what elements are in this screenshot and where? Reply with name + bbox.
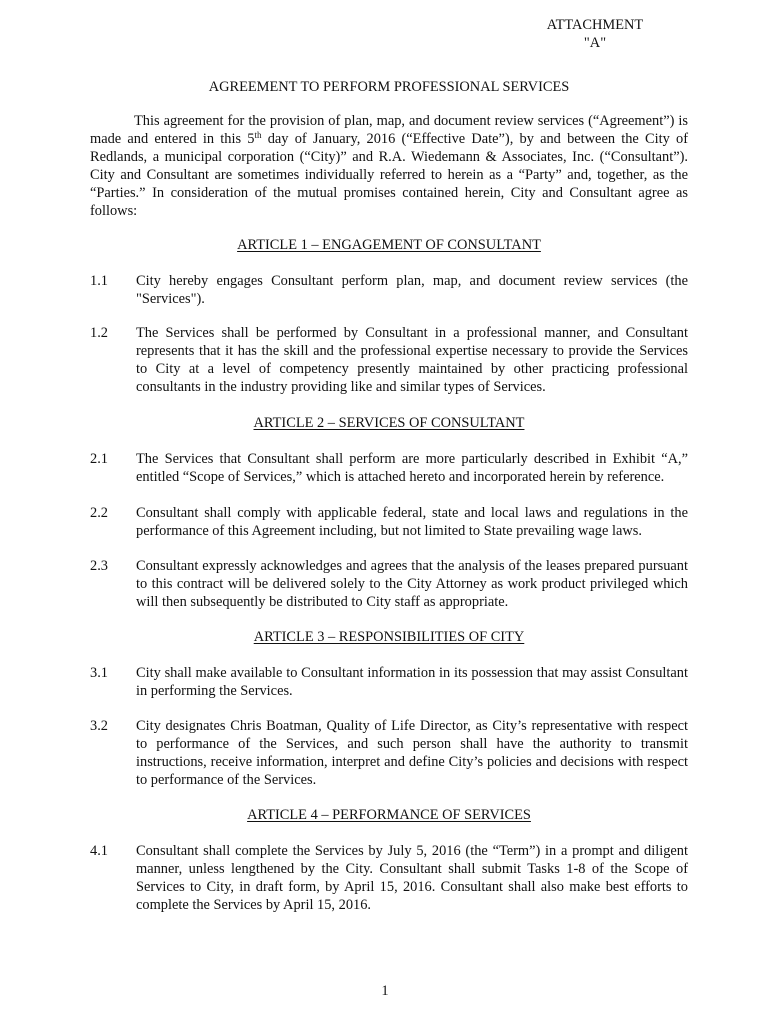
clause-text: Consultant expressly acknowledges and agrees that the analysis of the leases prepared pursuant to this contract will be delivered solely to the City Attorney as work product privileged which will then subsequently be distributed to City staff as appropriate. xyxy=(136,558,688,610)
clause-number: 3.1 xyxy=(90,665,108,681)
intro-paragraph xyxy=(90,112,688,220)
clause-number: 1.1 xyxy=(90,273,108,289)
page-number: 1 xyxy=(381,983,389,999)
clause-4-1 xyxy=(90,842,688,914)
clause-text: City hereby engages Consultant perform plan, map, and document review services (the "Services"). xyxy=(136,273,688,307)
intro-text-start: This agreement for the provision of plan, map, and document review services (“Agreement”) is made and entered in this 5 xyxy=(90,113,688,147)
clause-number: 2.2 xyxy=(90,505,108,521)
attachment-line-1: ATTACHMENT xyxy=(546,17,644,33)
clause-number: 4.1 xyxy=(90,843,108,859)
clause-number: 3.2 xyxy=(90,718,108,734)
clause-1-1 xyxy=(90,272,688,308)
clause-1-2 xyxy=(90,324,688,396)
intro-text-end: day of January, 2016 (“Effective Date”), by and between the City of Redlands, a municipal corporation (“City)” and R.A. Wiedemann & Associates, Inc. (“Consultant”). City and Consultant are sometimes individually referred to herein as a “Party” and, together, as the “Parties.” In consideration of the mutual promises contained herein, City and Consultant agree as follows: xyxy=(90,131,688,219)
article-3-heading: ARTICLE 3 – RESPONSIBILITIES OF CITY xyxy=(253,629,525,645)
document-title: AGREEMENT TO PERFORM PROFESSIONAL SERVICES xyxy=(208,79,570,95)
clause-number: 2.1 xyxy=(90,451,108,467)
clause-number: 2.3 xyxy=(90,558,108,574)
intro-superscript: th xyxy=(254,130,262,140)
clause-number: 1.2 xyxy=(90,325,108,341)
attachment-label xyxy=(520,16,670,52)
clause-2-3 xyxy=(90,557,688,611)
clause-3-1 xyxy=(90,664,688,700)
clause-2-1 xyxy=(90,450,688,486)
clause-text: Consultant shall complete the Services by July 5, 2016 (the “Term”) in a prompt and diligent manner, unless lengthened by the City. Consultant shall submit Tasks 1-8 of the Scope of Services to City, in draft form, by April 15, 2016. Consultant shall also make best efforts to complete the Services by April 15, 2016. xyxy=(136,843,688,913)
article-1-heading: ARTICLE 1 – ENGAGEMENT OF CONSULTANT xyxy=(237,237,541,253)
clause-text: City designates Chris Boatman, Quality of Life Director, as City’s representative with respect to performance of the Services, and such person shall have the authority to transmit instructions, receive information, interpret and define City’s policies and decisions with respect to performance of the Services. xyxy=(136,718,688,788)
clause-text: City shall make available to Consultant information in its possession that may assist Consultant in performing the Services. xyxy=(136,665,688,699)
article-4-heading: ARTICLE 4 – PERFORMANCE OF SERVICES xyxy=(247,807,531,823)
clause-text: The Services shall be performed by Consultant in a professional manner, and Consultant represents that it has the skill and the professional expertise necessary to provide the Services to City at a level of competency presently maintained by other practicing professional consultants in the industry providing like and similar types of Services. xyxy=(136,325,688,395)
attachment-line-2: "A" xyxy=(583,35,607,51)
clause-text: The Services that Consultant shall perform are more particularly described in Exhibit “A,” entitled “Scope of Services,” which is attached hereto and incorporated herein by reference. xyxy=(136,451,688,485)
clause-text: Consultant shall comply with applicable federal, state and local laws and regulations in the performance of this Agreement including, but not limited to State prevailing wage laws. xyxy=(136,505,688,539)
clause-3-2 xyxy=(90,717,688,789)
article-2-heading: ARTICLE 2 – SERVICES OF CONSULTANT xyxy=(253,415,525,431)
clause-2-2 xyxy=(90,504,688,540)
